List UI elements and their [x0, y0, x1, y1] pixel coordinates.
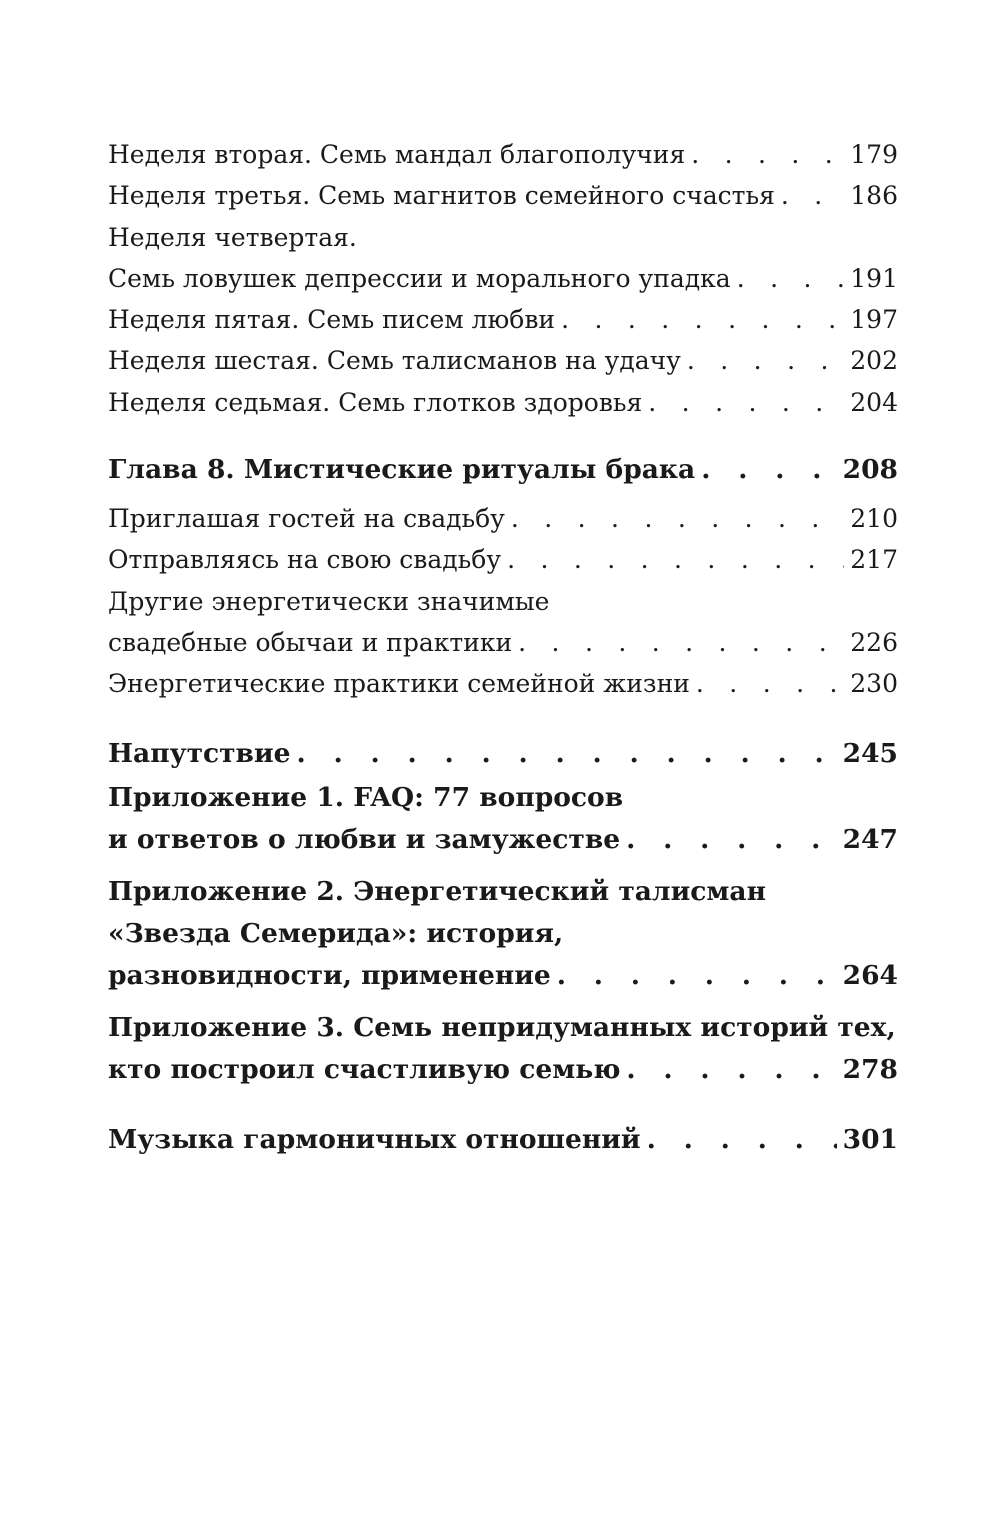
dot-leader: [696, 663, 844, 704]
toc-entry-week-2: [108, 134, 898, 175]
toc-entry-going-to-wedding: [108, 539, 898, 580]
dot-leader: [626, 1049, 836, 1091]
toc-entry-title-line-2: свадебные обычаи и практики: [108, 627, 513, 657]
toc-page-number: 197: [850, 305, 898, 335]
toc-entry-week-5: [108, 299, 898, 340]
table-of-contents: [108, 134, 898, 1161]
toc-page-number: 202: [850, 346, 898, 376]
toc-page-number: 210: [850, 504, 898, 534]
toc-page-number: 179: [850, 140, 898, 169]
toc-entry-chapter-8: [108, 449, 898, 491]
toc-entry-appendix-3: [108, 1007, 898, 1091]
dot-leader: [518, 622, 844, 663]
toc-chapter-title-line-1: Приложение 3. Семь непридуманных историй тех,: [108, 1011, 896, 1043]
toc-entry-title: Приглашая гостей на свадьбу: [108, 504, 505, 534]
toc-entry-title: Неделя седьмая. Семь глотков здоровья: [108, 387, 643, 417]
dot-leader: [781, 175, 844, 216]
toc-page-number: 191: [850, 263, 898, 293]
dot-leader: [557, 955, 837, 997]
toc-chapter-title-line-1: Приложение 1. FAQ: 77 вопросов: [108, 781, 624, 813]
toc-page-number: 278: [842, 1053, 898, 1085]
dot-leader: [701, 449, 836, 491]
toc-page-number: 301: [842, 1123, 898, 1155]
toc-page-number: 217: [850, 545, 898, 575]
toc-chapter-title-line-2: «Звезда Семерида»: история,: [108, 917, 564, 949]
toc-chapter-title-line-1: Приложение 2. Энергетический талисман: [108, 875, 766, 907]
toc-entry-title: Неделя шестая. Семь талисманов на удачу: [108, 346, 681, 376]
toc-entry-family-practices: [108, 663, 898, 704]
toc-entry-week-7: [108, 382, 898, 423]
toc-chapter-title-line-3: разновидности, применение: [108, 959, 551, 991]
dot-leader: [648, 382, 844, 423]
toc-entry-other-customs: [108, 581, 898, 664]
toc-page-number: 264: [842, 959, 898, 991]
toc-entry-music: [108, 1119, 898, 1161]
toc-entry-title: Неделя вторая. Семь мандал благополучия: [108, 140, 686, 169]
dot-leader: [687, 340, 844, 381]
toc-entry-title: Отправляясь на свою свадьбу: [108, 545, 502, 575]
toc-chapter-title: Музыка гармоничных отношений: [108, 1123, 641, 1155]
dot-leader: [511, 498, 844, 539]
toc-entry-title-line-1: Неделя четвертая.: [108, 222, 357, 252]
toc-entry-parting-words: [108, 733, 898, 775]
toc-entry-title: Неделя третья. Семь магнитов семейного счастья: [108, 181, 775, 211]
toc-chapter-title-line-2: кто построил счастливую семью: [108, 1053, 621, 1085]
toc-page-number: 247: [842, 823, 898, 855]
dot-leader: [691, 134, 844, 175]
toc-page-number: 208: [842, 454, 898, 486]
toc-chapter-title-line-2: и ответов о любви и замужестве: [108, 823, 621, 855]
toc-page-number: 186: [850, 181, 898, 211]
toc-chapter-title: Глава 8. Мистические ритуалы брака: [108, 454, 696, 486]
toc-entry-title: Неделя пятая. Семь писем любви: [108, 305, 556, 335]
toc-entry-title-line-2: Семь ловушек депрессии и морального упадка: [108, 263, 731, 293]
dot-leader: [296, 733, 836, 775]
toc-entry-title: Энергетические практики семейной жизни: [108, 669, 690, 699]
toc-entry-week-3: [108, 175, 898, 216]
toc-entry-appendix-1: [108, 777, 898, 861]
toc-entry-appendix-2: [108, 871, 898, 997]
dot-leader: [561, 299, 844, 340]
dot-leader: [626, 819, 837, 861]
toc-entry-week-4: [108, 217, 898, 300]
dot-leader: [507, 539, 844, 580]
toc-entry-week-6: [108, 340, 898, 381]
dot-leader: [647, 1119, 837, 1161]
dot-leader: [737, 258, 845, 299]
toc-entry-inviting-guests: [108, 498, 898, 539]
toc-page-number: 230: [850, 669, 898, 699]
toc-chapter-title: Напутствие: [108, 737, 291, 769]
toc-page-number: 226: [850, 627, 898, 657]
toc-page-number: 245: [842, 737, 898, 769]
toc-page-number: 204: [850, 387, 898, 417]
toc-entry-title-line-1: Другие энергетически значимые: [108, 586, 550, 616]
